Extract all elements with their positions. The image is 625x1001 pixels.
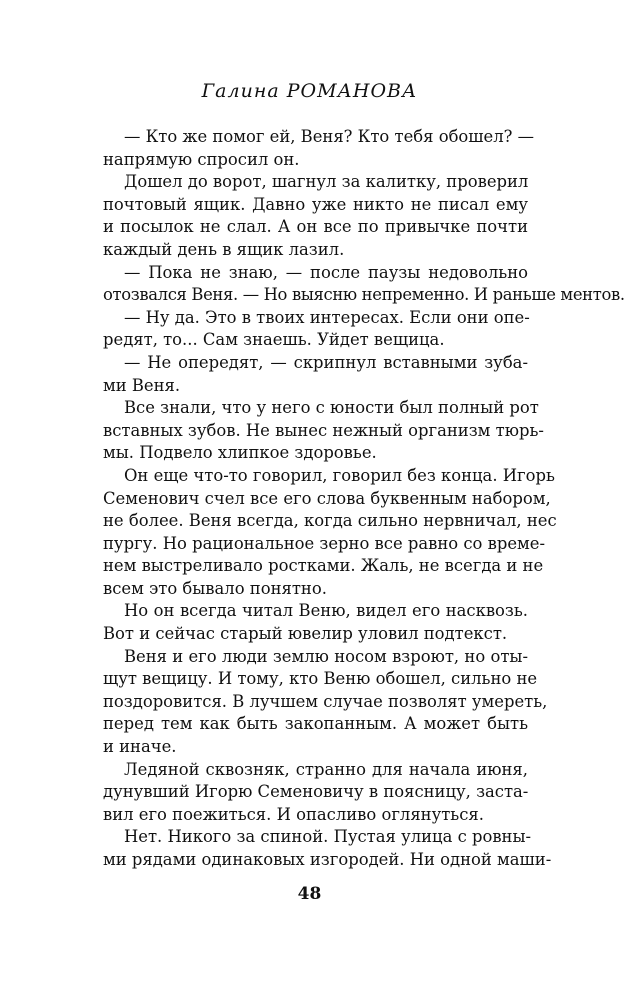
text-line: отозвался Веня. — Но выясню непременно. И раньше ментов. — [103, 285, 625, 305]
text-line: каждый день в ящик лазил. — [103, 239, 345, 259]
text-line: поздоровится. В лучшем случае позволят умереть, — [103, 691, 548, 711]
text-line: — Пока не знаю, — после паузы недовольно — [124, 262, 528, 282]
text-line: Все знали, что у него с юности был полный рот — [124, 398, 539, 418]
body-text — [103, 126, 625, 872]
text-line: Дошел до ворот, шагнул за калитку, проверил — [124, 172, 529, 192]
text-line: и посылок не слал. А он все по привычке почти — [103, 217, 528, 237]
text-line: Ледяной сквозняк, странно для начала июня, — [124, 759, 528, 779]
running-head: Галина РОМАНОВА — [201, 80, 418, 102]
text-line: — Не опередят, — скрипнул вставными зуба- — [124, 352, 528, 372]
text-line: ми Веня. — [103, 375, 181, 395]
text-line: всем это бывало понятно. — [103, 578, 327, 598]
text-line: — Ну да. Это в твоих интересах. Если они опе- — [124, 307, 530, 327]
text-line: — Кто же помог ей, Веня? Кто тебя обошел? — — [124, 127, 535, 146]
text-line: Семенович счел все его слова буквенным набором, — [103, 488, 551, 508]
text-line: ми рядами одинаковых изгородей. Ни одной маши- — [103, 850, 552, 869]
text-line: пургу. Но рациональное зерно все равно со време- — [103, 533, 546, 553]
text-line: мы. Подвело хлипкое здоровье. — [103, 443, 377, 463]
text-line: Он еще что-то говорил, говорил без конца. Игорь — [124, 465, 555, 485]
text-line: Но он всегда читал Веню, видел его насквозь. — [124, 601, 528, 621]
text-line: Веня и его люди землю носом взроют, но оты- — [124, 646, 528, 666]
text-line: нем выстреливало ростками. Жаль, не всегда и не — [103, 556, 544, 576]
text-line: почтовый ящик. Давно уже никто не писал ему — [103, 194, 528, 214]
text-line: вставных зубов. Не вынес нежный организм тюрь- — [103, 420, 544, 440]
text-line: щут вещицу. И тому, кто Веню обошел, сильно не — [103, 669, 538, 689]
text-line: не более. Веня всегда, когда сильно нервничал, нес — [103, 511, 557, 531]
text-line: и иначе. — [103, 737, 177, 757]
text-line: дунувший Игорю Семеновичу в поясницу, заста- — [103, 782, 529, 802]
text-line: вил его поежиться. И опасливо оглянуться. — [103, 804, 484, 824]
text-line: напрямую спросил он. — [103, 149, 300, 169]
text-line: Вот и сейчас старый ювелир уловил подтекст. — [103, 624, 508, 644]
text-line: редят, то... Сам знаешь. Уйдет вещица. — [103, 330, 445, 350]
page-number: 48 — [297, 884, 322, 904]
text-line: перед тем как быть закопанным. А может быть — [103, 714, 528, 734]
text-line: Нет. Никого за спиной. Пустая улица с ровны- — [124, 827, 532, 847]
